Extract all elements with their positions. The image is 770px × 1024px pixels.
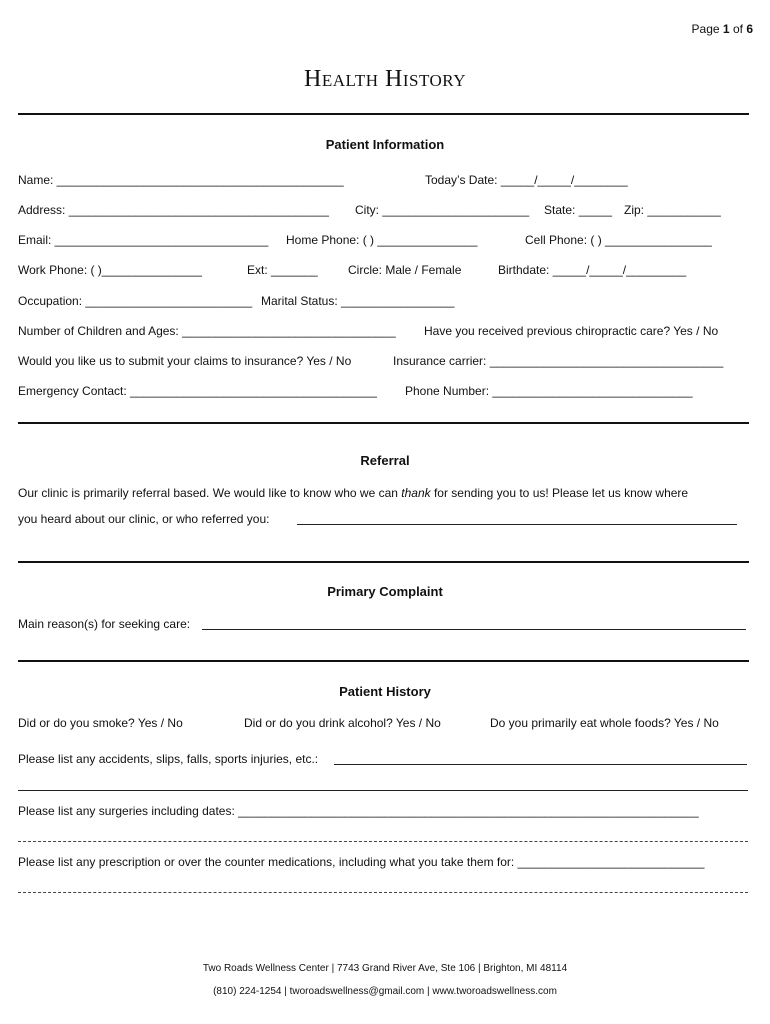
cell-phone-field[interactable]: Cell Phone: ( ) ________________ xyxy=(525,233,712,247)
marital-status-field[interactable]: Marital Status: _________________ xyxy=(261,294,455,308)
birthdate-field[interactable]: Birthdate: _____/_____/_________ xyxy=(498,263,687,277)
state-field[interactable]: State: _____ xyxy=(544,203,613,217)
alcohol-choice[interactable]: Did or do you drink alcohol? Yes / No xyxy=(244,716,441,730)
referral-text: Our clinic is primarily referral based. We would like to know who we can thank for sending you to us! Please let us know where xyxy=(18,486,689,500)
footer-address: Two Roads Wellness Center | 7743 Grand River Ave, Ste 106 | Brighton, MI 48114 xyxy=(202,963,568,974)
main-reason-label: Main reason(s) for seeking care: xyxy=(18,617,191,631)
accidents-line[interactable] xyxy=(334,764,747,765)
email-field[interactable]: Email: ________________________________ xyxy=(18,233,269,247)
smoke-choice[interactable]: Did or do you smoke? Yes / No xyxy=(18,716,183,730)
current-page: 1 xyxy=(722,22,730,36)
page-title: Health History xyxy=(304,66,466,92)
section-rule xyxy=(18,660,749,662)
footer-contact: (810) 224-1254 | tworoadswellness@gmail.com | www.tworoadswellness.com xyxy=(213,986,557,997)
work-phone-field[interactable]: Work Phone: ( )_______________ xyxy=(18,263,202,277)
page-number: Page 1 of 6 xyxy=(691,22,753,36)
main-reason-line[interactable] xyxy=(202,629,746,630)
referral-prompt: you heard about our clinic, or who referred you: xyxy=(18,512,270,526)
accidents-line-2[interactable] xyxy=(18,790,748,791)
occupation-field[interactable]: Occupation: _________________________ xyxy=(18,294,253,308)
gender-choice[interactable]: Circle: Male / Female xyxy=(348,263,462,277)
accidents-label: Please list any accidents, slips, falls, sports injuries, etc.: xyxy=(18,752,319,766)
chiropractic-care-choice[interactable]: Have you received previous chiropractic care? Yes / No xyxy=(424,324,719,338)
referral-answer-line[interactable] xyxy=(297,524,737,525)
emergency-contact-field[interactable]: Emergency Contact: _____________________________________ xyxy=(18,384,377,398)
section-rule xyxy=(18,561,749,563)
address-field[interactable]: Address: _______________________________________ xyxy=(18,203,329,217)
emergency-phone-field[interactable]: Phone Number: ______________________________ xyxy=(405,384,693,398)
name-field[interactable]: Name: ___________________________________________ xyxy=(18,173,344,187)
medications-field[interactable]: Please list any prescription or over the counter medications, including what you take them for: ____________________________ xyxy=(18,855,705,869)
primary-complaint-heading: Primary Complaint xyxy=(327,584,443,599)
patient-history-heading: Patient History xyxy=(339,684,431,699)
zip-field[interactable]: Zip: ___________ xyxy=(624,203,721,217)
surgeries-field[interactable]: Please list any surgeries including dates: _____________________________________________________________________ xyxy=(18,804,699,818)
insurance-claims-choice[interactable]: Would you like us to submit your claims to insurance? Yes / No xyxy=(18,354,352,368)
children-ages-field[interactable]: Number of Children and Ages: ________________________________ xyxy=(18,324,396,338)
title-rule xyxy=(18,113,749,115)
medications-line-2[interactable] xyxy=(18,892,748,893)
insurance-carrier-field[interactable]: Insurance carrier: ___________________________________ xyxy=(393,354,724,368)
referral-heading: Referral xyxy=(360,453,410,468)
total-pages: 6 xyxy=(746,22,753,36)
todays-date-field[interactable]: Today’s Date: _____/_____/________ xyxy=(425,173,628,187)
home-phone-field[interactable]: Home Phone: ( ) _______________ xyxy=(286,233,478,247)
city-field[interactable]: City: ______________________ xyxy=(355,203,530,217)
section-rule xyxy=(18,422,749,424)
surgeries-line-2[interactable] xyxy=(18,841,748,842)
whole-foods-choice[interactable]: Do you primarily eat whole foods? Yes / No xyxy=(490,716,719,730)
patient-info-heading: Patient Information xyxy=(325,137,445,152)
ext-field[interactable]: Ext: _______ xyxy=(247,263,318,277)
